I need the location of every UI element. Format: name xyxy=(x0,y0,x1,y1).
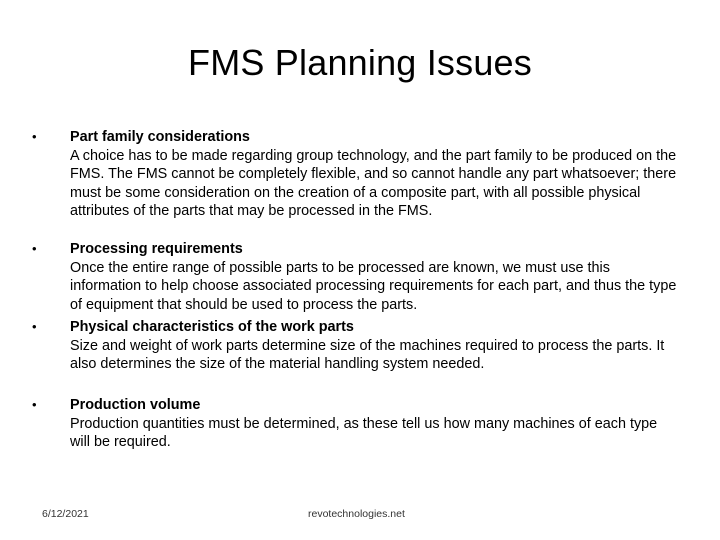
bullet-heading: Physical characteristics of the work parts xyxy=(70,319,354,335)
footer-site: revotechnologies.net xyxy=(308,508,405,520)
bullet-body: Production quantities must be determined, as these tell us how many machines of each type will be required. xyxy=(70,415,658,451)
bullet-body: A choice has to be made regarding group technology, and the part family to be produced on the FMS. The FMS cannot be completely flexible, and so cannot handle any part whatsoever; there must be some consideration on the creation of a composite part, with all possible physical attributes of the parts that may be processed in the FMS. xyxy=(70,147,677,220)
bullet-text xyxy=(70,396,680,452)
bullet-heading: Production volume xyxy=(70,397,201,413)
bullet-heading: Processing requirements xyxy=(70,241,243,257)
bullet-icon: • xyxy=(32,129,37,144)
bullet-text xyxy=(70,128,680,221)
footer-date: 6/12/2021 xyxy=(42,508,89,520)
slide-title: FMS Planning Issues xyxy=(188,42,532,83)
bullet-body: Size and weight of work parts determine size of the machines required to process the parts. It also determines the size of the material handling system needed. xyxy=(70,337,665,373)
bullet-icon: • xyxy=(32,241,37,256)
bullet-text xyxy=(70,240,680,314)
bullet-icon: • xyxy=(32,319,37,334)
bullet-body: Once the entire range of possible parts to be processed are known, we must use this information to help choose associated processing requirements for each part, and thus the type of equipment that should be used to process the parts. xyxy=(70,259,677,313)
bullet-heading: Part family considerations xyxy=(70,129,250,145)
bullet-text xyxy=(70,318,680,374)
bullet-icon: • xyxy=(32,397,37,412)
